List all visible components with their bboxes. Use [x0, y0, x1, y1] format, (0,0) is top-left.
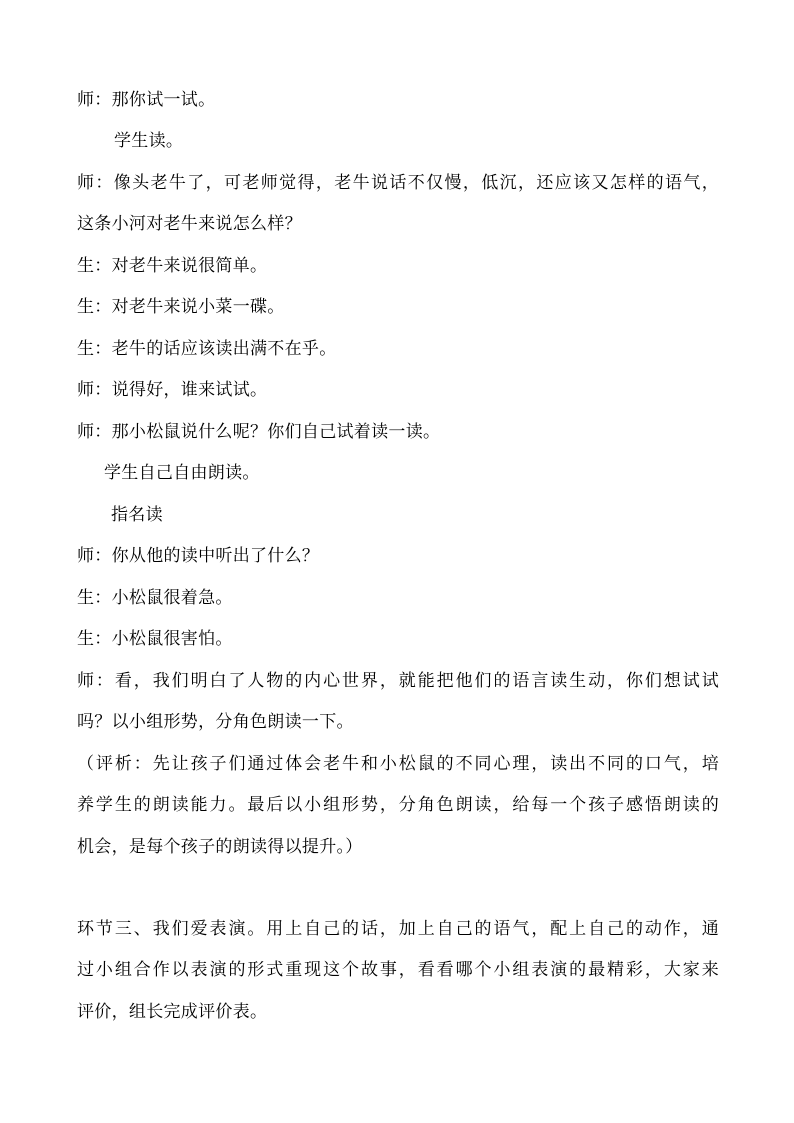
dialogue-line: 生：小松鼠很害怕。: [77, 629, 233, 649]
dialogue-line: 这条小河对老牛来说怎么样？: [77, 214, 302, 234]
stage-direction: 指名读: [111, 505, 163, 525]
dialogue-line: 师：那你试一试。: [77, 90, 216, 110]
dialogue-line: 生：对老牛来说很简单。: [77, 256, 268, 276]
dialogue-line: 师：看，我们明白了人物的内心世界，就能把他们的语言读生动，你们想试试: [77, 671, 719, 691]
dialogue-line: 吗？以小组形势，分角色朗读一下。: [77, 712, 354, 732]
section-line: 评价，组长完成评价表。: [77, 1002, 268, 1022]
section-line: 环节三、我们爱表演。用上自己的话，加上自己的语气，配上自己的动作，通: [77, 919, 719, 939]
dialogue-line: 师：你从他的读中听出了什么？: [77, 546, 320, 566]
stage-direction: 学生读。: [114, 131, 184, 151]
dialogue-line: 生：老牛的话应该读出满不在乎。: [77, 339, 337, 359]
commentary-line: 机会，是每个孩子的朗读得以提升。）: [77, 837, 363, 857]
section-line: 过小组合作以表演的形式重现这个故事，看看哪个小组表演的最精彩，大家来: [77, 960, 719, 980]
dialogue-line: 师：说得好，谁来试试。: [77, 380, 268, 400]
stage-direction: 学生自己自由朗读。: [104, 463, 260, 483]
dialogue-line: 师：那小松鼠说什么呢？你们自己试着读一读。: [77, 422, 441, 442]
commentary-line: 养学生的朗读能力。最后以小组形势，分角色朗读，给每一个孩子感悟朗读的: [77, 795, 719, 815]
dialogue-line: 生：小松鼠很着急。: [77, 588, 233, 608]
commentary-line: （评析：先让孩子们通过体会老牛和小松鼠的不同心理，读出不同的口气，培: [77, 754, 719, 774]
dialogue-line: 生：对老牛来说小菜一碟。: [77, 297, 285, 317]
dialogue-line: 师：像头老牛了，可老师觉得，老牛说话不仅慢，低沉，还应该又怎样的语气，: [77, 173, 719, 193]
